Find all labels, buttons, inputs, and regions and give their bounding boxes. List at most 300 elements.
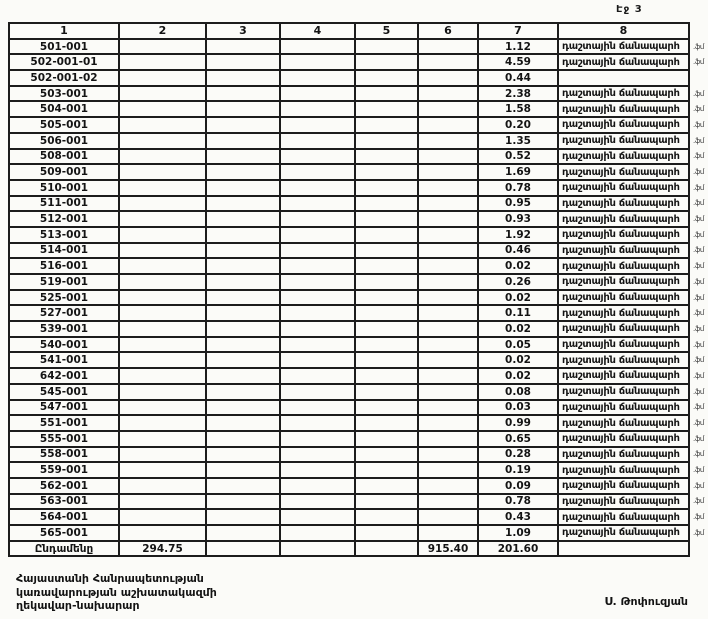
empty-cell	[119, 415, 206, 431]
empty-cell	[418, 117, 478, 133]
empty-cell	[206, 352, 280, 368]
empty-cell	[355, 352, 418, 368]
empty-cell	[206, 149, 280, 165]
road-label-cell: դաշտային ճանապարհ	[558, 462, 689, 478]
empty-cell	[119, 86, 206, 102]
empty-cell	[119, 54, 206, 70]
code-cell: 559-001	[9, 462, 119, 478]
column-header-2: 2	[119, 23, 206, 39]
empty-cell	[119, 368, 206, 384]
road-label-cell: դաշտային ճանապարհ	[558, 101, 689, 117]
margin-note: .ֆմ	[693, 513, 704, 522]
empty-cell	[280, 117, 355, 133]
code-cell: 642-001	[9, 368, 119, 384]
margin-note: .ֆմ	[693, 230, 704, 239]
empty-cell	[280, 541, 355, 557]
code-cell: 502-001-01	[9, 54, 119, 70]
empty-cell	[418, 400, 478, 416]
code-cell: 504-001	[9, 101, 119, 117]
empty-cell	[119, 164, 206, 180]
margin-note: .ֆմ	[693, 152, 704, 161]
value-cell: 0.11	[478, 305, 558, 321]
value-cell: 0.02	[478, 290, 558, 306]
empty-cell	[206, 258, 280, 274]
table-row	[9, 447, 708, 463]
value-cell: 0.02	[478, 352, 558, 368]
empty-cell	[418, 196, 478, 212]
road-label-cell: դաշտային ճանապարհ	[558, 337, 689, 353]
empty-cell	[355, 305, 418, 321]
total-col7-cell: 201.60	[478, 541, 558, 557]
code-cell: 562-001	[9, 478, 119, 494]
empty-cell	[119, 509, 206, 525]
table-row	[9, 290, 708, 306]
empty-cell	[418, 54, 478, 70]
empty-cell	[280, 509, 355, 525]
table-row	[9, 227, 708, 243]
table-row	[9, 117, 708, 133]
empty-cell	[418, 101, 478, 117]
empty-cell	[418, 70, 478, 86]
page-number: Էջ 3	[616, 4, 643, 15]
empty-cell	[206, 305, 280, 321]
margin-spacer	[689, 541, 708, 557]
margin-note: .ֆմ	[693, 324, 704, 333]
empty-cell	[206, 164, 280, 180]
value-cell: 0.65	[478, 431, 558, 447]
code-cell: 512-001	[9, 211, 119, 227]
empty-cell	[355, 133, 418, 149]
empty-cell	[119, 384, 206, 400]
total-col6-cell: 915.40	[418, 541, 478, 557]
empty-cell	[418, 274, 478, 290]
empty-cell	[206, 368, 280, 384]
margin-note: .ֆմ	[693, 105, 704, 114]
margin-note: .ֆմ	[693, 340, 704, 349]
margin-note: .ֆմ	[693, 403, 704, 412]
empty-cell	[206, 384, 280, 400]
empty-cell	[206, 133, 280, 149]
empty-cell	[280, 478, 355, 494]
empty-cell	[280, 39, 355, 55]
signature-name: Ս. Թոփուզյան	[604, 595, 688, 608]
total-label-cell: Ընդամենը	[9, 541, 119, 557]
margin-note: .ֆմ	[693, 215, 704, 224]
worksheet-table	[8, 22, 708, 557]
empty-cell	[355, 431, 418, 447]
empty-cell	[280, 305, 355, 321]
empty-cell	[280, 384, 355, 400]
road-label-cell: դաշտային ճանապարհ	[558, 86, 689, 102]
empty-cell	[280, 196, 355, 212]
empty-cell	[206, 431, 280, 447]
empty-cell	[355, 39, 418, 55]
empty-cell	[206, 290, 280, 306]
empty-cell	[280, 337, 355, 353]
empty-cell	[355, 509, 418, 525]
empty-cell	[355, 525, 418, 541]
table-row	[9, 494, 708, 510]
empty-cell	[119, 494, 206, 510]
empty-cell	[119, 258, 206, 274]
empty-cell	[206, 196, 280, 212]
empty-cell	[280, 368, 355, 384]
road-label-cell: դաշտային ճանապարհ	[558, 494, 689, 510]
value-cell: 0.08	[478, 384, 558, 400]
table-row	[9, 258, 708, 274]
empty-cell	[355, 290, 418, 306]
empty-cell	[280, 525, 355, 541]
empty-cell	[355, 149, 418, 165]
empty-cell	[206, 494, 280, 510]
value-cell: 2.38	[478, 86, 558, 102]
value-cell: 0.95	[478, 196, 558, 212]
empty-cell	[206, 400, 280, 416]
table-row	[9, 274, 708, 290]
empty-cell	[418, 462, 478, 478]
empty-cell	[206, 541, 280, 557]
issuer-block	[16, 572, 217, 613]
table-row	[9, 196, 708, 212]
empty-cell	[355, 478, 418, 494]
empty-cell	[280, 243, 355, 259]
empty-cell	[418, 337, 478, 353]
code-cell: 502-001-02	[9, 70, 119, 86]
empty-cell	[119, 478, 206, 494]
code-cell: 558-001	[9, 447, 119, 463]
road-label-cell: դաշտային ճանապարհ	[558, 352, 689, 368]
value-cell: 0.02	[478, 321, 558, 337]
empty-cell	[280, 211, 355, 227]
empty-cell	[206, 54, 280, 70]
road-label-cell: դաշտային ճանապարհ	[558, 400, 689, 416]
road-label-cell: դաշտային ճանապարհ	[558, 415, 689, 431]
empty-cell	[355, 541, 418, 557]
empty-cell	[206, 101, 280, 117]
road-label-cell: դաշտային ճանապարհ	[558, 447, 689, 463]
issuer-line: կառավարության աշխատակազմի	[16, 585, 217, 599]
empty-cell	[119, 149, 206, 165]
empty-cell	[280, 86, 355, 102]
empty-cell	[206, 478, 280, 494]
code-cell: 513-001	[9, 227, 119, 243]
empty-cell	[280, 164, 355, 180]
empty-cell	[206, 86, 280, 102]
margin-note: .ֆմ	[693, 450, 704, 459]
code-cell: 514-001	[9, 243, 119, 259]
value-cell: 4.59	[478, 54, 558, 70]
table-row	[9, 180, 708, 196]
empty-cell	[119, 211, 206, 227]
value-cell: 0.02	[478, 258, 558, 274]
margin-note: .ֆմ	[693, 89, 704, 98]
road-label-cell: դաշտային ճանապարհ	[558, 227, 689, 243]
value-cell: 0.43	[478, 509, 558, 525]
empty-cell	[119, 274, 206, 290]
code-cell: 510-001	[9, 180, 119, 196]
column-header-8: 8	[558, 23, 689, 39]
empty-cell	[355, 447, 418, 463]
empty-cell	[418, 211, 478, 227]
empty-cell	[206, 117, 280, 133]
empty-cell	[418, 180, 478, 196]
empty-cell	[355, 70, 418, 86]
empty-cell	[418, 305, 478, 321]
empty-cell	[280, 321, 355, 337]
empty-cell	[355, 258, 418, 274]
code-cell: 527-001	[9, 305, 119, 321]
empty-cell	[355, 54, 418, 70]
value-cell: 1.92	[478, 227, 558, 243]
empty-cell	[355, 400, 418, 416]
empty-cell	[418, 384, 478, 400]
value-cell: 1.12	[478, 39, 558, 55]
road-label-cell: դաշտային ճանապարհ	[558, 478, 689, 494]
table-row	[9, 478, 708, 494]
road-label-cell: դաշտային ճանապարհ	[558, 321, 689, 337]
empty-cell	[355, 337, 418, 353]
empty-cell	[206, 274, 280, 290]
table-row	[9, 39, 708, 55]
margin-note: .ֆմ	[693, 293, 704, 302]
empty-cell	[418, 321, 478, 337]
table-row	[9, 368, 708, 384]
empty-cell	[355, 164, 418, 180]
empty-cell	[355, 180, 418, 196]
road-label-cell: դաշտային ճանապարհ	[558, 305, 689, 321]
value-cell: 0.28	[478, 447, 558, 463]
code-cell: 565-001	[9, 525, 119, 541]
empty-cell	[418, 258, 478, 274]
code-cell: 511-001	[9, 196, 119, 212]
empty-cell	[355, 368, 418, 384]
empty-cell	[119, 321, 206, 337]
empty-cell	[280, 274, 355, 290]
table-row	[9, 133, 708, 149]
empty-cell	[119, 227, 206, 243]
code-cell: 564-001	[9, 509, 119, 525]
code-cell: 540-001	[9, 337, 119, 353]
value-cell: 0.93	[478, 211, 558, 227]
empty-cell	[280, 352, 355, 368]
empty-cell	[418, 39, 478, 55]
value-cell: 0.78	[478, 494, 558, 510]
empty-cell	[280, 431, 355, 447]
table-row	[9, 101, 708, 117]
code-cell: 509-001	[9, 164, 119, 180]
road-label-cell: դաշտային ճանապարհ	[558, 243, 689, 259]
empty-cell	[418, 415, 478, 431]
value-cell: 0.19	[478, 462, 558, 478]
code-cell: 547-001	[9, 400, 119, 416]
empty-cell	[119, 447, 206, 463]
value-cell: 0.09	[478, 478, 558, 494]
table-row	[9, 400, 708, 416]
margin-note: .ֆմ	[693, 136, 704, 145]
empty-cell	[418, 478, 478, 494]
table-row	[9, 462, 708, 478]
road-label-cell: դաշտային ճանապարհ	[558, 258, 689, 274]
column-header-5: 5	[355, 23, 418, 39]
value-cell: 0.02	[478, 368, 558, 384]
issuer-line: ղեկավար-նախարար	[16, 599, 140, 612]
empty-cell	[119, 243, 206, 259]
empty-cell	[280, 494, 355, 510]
empty-cell	[119, 133, 206, 149]
empty-cell	[418, 149, 478, 165]
value-cell: 0.05	[478, 337, 558, 353]
value-cell: 0.99	[478, 415, 558, 431]
code-cell: 545-001	[9, 384, 119, 400]
empty-cell	[355, 196, 418, 212]
empty-cell	[355, 321, 418, 337]
empty-cell	[119, 196, 206, 212]
margin-note: .ֆմ	[693, 309, 704, 318]
value-cell: 1.69	[478, 164, 558, 180]
code-cell: 525-001	[9, 290, 119, 306]
road-label-cell: դաշտային ճանապարհ	[558, 431, 689, 447]
road-label-cell: դաշտային ճանապարհ	[558, 196, 689, 212]
empty-cell	[119, 305, 206, 321]
table-row	[9, 415, 708, 431]
margin-note: .ֆմ	[693, 120, 704, 129]
code-cell: 505-001	[9, 117, 119, 133]
empty-cell	[280, 70, 355, 86]
road-label-cell: դաշտային ճանապարհ	[558, 133, 689, 149]
margin-note: .ֆմ	[693, 419, 704, 428]
empty-cell	[206, 39, 280, 55]
margin-note: .ֆմ	[693, 58, 704, 67]
value-cell: 0.03	[478, 400, 558, 416]
margin-note: .ֆմ	[693, 183, 704, 192]
empty-cell	[280, 415, 355, 431]
table-row	[9, 70, 708, 86]
empty-cell	[119, 431, 206, 447]
table-row	[9, 54, 708, 70]
column-header-4: 4	[280, 23, 355, 39]
empty-cell	[280, 462, 355, 478]
empty-cell	[418, 431, 478, 447]
empty-cell	[119, 337, 206, 353]
table-row	[9, 86, 708, 102]
table-row	[9, 211, 708, 227]
empty-cell	[119, 39, 206, 55]
margin-note: .ֆմ	[693, 246, 704, 255]
margin-note: .ֆմ	[693, 168, 704, 177]
road-label-cell: դաշտային ճանապարհ	[558, 149, 689, 165]
table-row	[9, 164, 708, 180]
road-label-cell: դաշտային ճանապարհ	[558, 509, 689, 525]
margin-note: .ֆմ	[693, 434, 704, 443]
road-label-cell: դաշտային ճանապարհ	[558, 164, 689, 180]
table-row	[9, 509, 708, 525]
table-row	[9, 352, 708, 368]
margin-note: .ֆմ	[693, 42, 704, 51]
empty-cell	[280, 54, 355, 70]
empty-cell	[355, 243, 418, 259]
empty-cell	[206, 525, 280, 541]
value-cell: 0.52	[478, 149, 558, 165]
value-cell: 1.09	[478, 525, 558, 541]
road-label-cell: դաշտային ճանապարհ	[558, 117, 689, 133]
empty-cell	[119, 180, 206, 196]
column-header-1: 1	[9, 23, 119, 39]
empty-cell	[206, 415, 280, 431]
empty-cell	[355, 101, 418, 117]
margin-note: .ֆմ	[693, 497, 704, 506]
table-row	[9, 384, 708, 400]
empty-cell	[355, 274, 418, 290]
empty-cell	[355, 227, 418, 243]
empty-cell	[355, 211, 418, 227]
empty-cell	[206, 447, 280, 463]
table-row	[9, 337, 708, 353]
empty-cell	[558, 541, 689, 557]
empty-cell	[355, 462, 418, 478]
table-row	[9, 149, 708, 165]
empty-cell	[355, 494, 418, 510]
empty-cell	[119, 352, 206, 368]
empty-cell	[206, 509, 280, 525]
road-label-cell	[558, 70, 689, 86]
empty-cell	[206, 180, 280, 196]
table-row	[9, 321, 708, 337]
empty-cell	[119, 117, 206, 133]
empty-cell	[119, 400, 206, 416]
road-label-cell: դաշտային ճանապարհ	[558, 39, 689, 55]
empty-cell	[206, 243, 280, 259]
empty-cell	[280, 180, 355, 196]
value-cell: 0.26	[478, 274, 558, 290]
empty-cell	[418, 494, 478, 510]
road-label-cell: դաշտային ճանապարհ	[558, 525, 689, 541]
empty-cell	[355, 415, 418, 431]
code-cell: 563-001	[9, 494, 119, 510]
value-cell: 1.58	[478, 101, 558, 117]
column-header-7: 7	[478, 23, 558, 39]
empty-cell	[206, 70, 280, 86]
value-cell: 0.78	[478, 180, 558, 196]
issuer-line: Հայաստանի Հանրապետության	[16, 572, 204, 585]
empty-cell	[355, 117, 418, 133]
margin-note: .ֆմ	[693, 528, 704, 537]
empty-cell	[119, 525, 206, 541]
empty-cell	[280, 290, 355, 306]
margin-note: .ֆմ	[693, 371, 704, 380]
empty-cell	[280, 227, 355, 243]
empty-cell	[280, 101, 355, 117]
empty-cell	[280, 258, 355, 274]
empty-cell	[418, 525, 478, 541]
empty-cell	[418, 352, 478, 368]
empty-cell	[418, 243, 478, 259]
road-label-cell: դաշտային ճանապարհ	[558, 290, 689, 306]
table-row	[9, 525, 708, 541]
code-cell: 506-001	[9, 133, 119, 149]
empty-cell	[418, 290, 478, 306]
code-cell: 516-001	[9, 258, 119, 274]
margin-note: .ֆմ	[693, 277, 704, 286]
empty-cell	[418, 164, 478, 180]
margin-note: .ֆմ	[693, 356, 704, 365]
empty-cell	[355, 86, 418, 102]
empty-cell	[418, 509, 478, 525]
road-label-cell: դաշտային ճանապարհ	[558, 211, 689, 227]
empty-cell	[418, 368, 478, 384]
value-cell: 0.44	[478, 70, 558, 86]
header-row	[9, 23, 708, 39]
empty-cell	[355, 384, 418, 400]
